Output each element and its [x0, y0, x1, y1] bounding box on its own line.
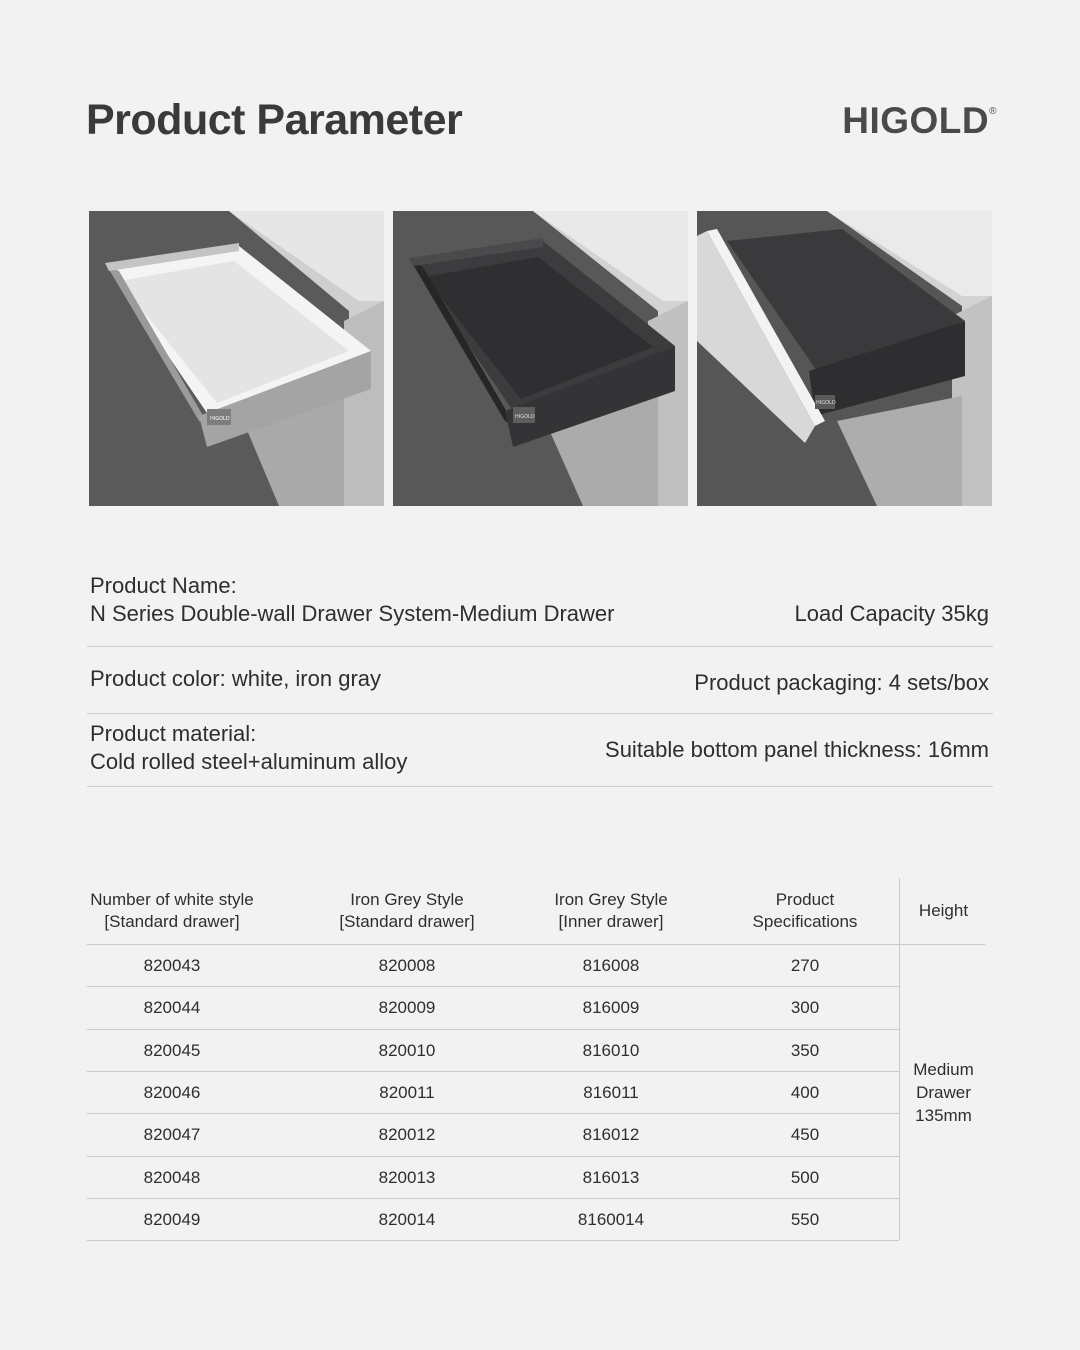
iron-grey-standard-number: 820010: [378, 1040, 436, 1060]
white-style-number: 820045: [143, 1040, 201, 1060]
specification-table: [87, 878, 987, 1229]
white-style-number: 820047: [143, 1125, 201, 1145]
product-name-label: Product Name:: [90, 573, 237, 598]
inner-drawer-front-label: HIGOLD: [816, 400, 836, 406]
specification-value: 300: [790, 998, 820, 1018]
white-style-number: 820044: [143, 998, 201, 1018]
header-white-style-line1: Number of white style: [90, 890, 254, 909]
height-value-line2: Drawer: [916, 1082, 971, 1102]
panel-thickness: Suitable bottom panel thickness: 16mm: [605, 737, 989, 762]
product-material-value: Cold rolled steel+aluminum alloy: [90, 749, 408, 774]
product-packaging: Product packaging: 4 sets/box: [694, 670, 989, 695]
iron-grey-inner-number: 816012: [582, 1125, 640, 1145]
white-drawer-front-label: HIGOLD: [210, 416, 230, 422]
product-name: [90, 572, 614, 628]
header-iron-grey-inner-line1: Iron Grey Style: [554, 890, 668, 909]
iron-grey-inner-drawer-photo: [697, 211, 992, 506]
white-style-number: 820043: [143, 956, 201, 975]
info-row-name: [87, 560, 993, 647]
table-row: [87, 987, 899, 1029]
product-info: [87, 560, 993, 787]
iron-grey-standard-number: 820014: [378, 1209, 436, 1229]
header-height: Height: [918, 901, 969, 920]
load-capacity: Load Capacity 35kg: [794, 601, 989, 626]
specification-value: 350: [790, 1040, 820, 1060]
iron-grey-inner-number: 816013: [582, 1167, 640, 1187]
table-row: [87, 945, 899, 987]
product-color: Product color: white, iron gray: [90, 666, 382, 691]
info-row-material: [87, 714, 993, 787]
height-value-line1: Medium: [913, 1059, 974, 1079]
white-style-number: 820049: [143, 1209, 201, 1229]
specification-value: 450: [790, 1125, 820, 1145]
header-iron-grey-standard-line1: Iron Grey Style: [350, 890, 464, 909]
iron-grey-standard-number: 820009: [378, 998, 436, 1018]
table-row: [87, 1030, 899, 1072]
header-iron-grey-standard-line2: [Standard drawer]: [339, 912, 475, 931]
height-value: [900, 944, 987, 1240]
page-title: Product Parameter: [86, 96, 463, 144]
white-style-number: 820048: [143, 1167, 201, 1187]
specification-value: 270: [790, 956, 820, 975]
info-row-color: [87, 647, 993, 714]
specification-value: 550: [790, 1209, 820, 1229]
header-iron-grey-inner: [517, 878, 705, 944]
iron-grey-drawer-photo: [393, 211, 688, 506]
iron-grey-standard-number: 820008: [378, 956, 436, 975]
table-row: [87, 1072, 899, 1114]
table-row: [87, 1157, 899, 1199]
brand-logo: [842, 100, 997, 142]
product-name-value: N Series Double-wall Drawer System-Medium Drawer: [90, 601, 615, 626]
row-divider: [87, 1240, 899, 1241]
table-row: [87, 1199, 899, 1241]
product-material: [90, 720, 407, 776]
iron-grey-inner-number: 816008: [582, 956, 640, 975]
registered-mark: ®: [989, 106, 997, 117]
height-value-line3: 135mm: [915, 1105, 972, 1125]
iron-grey-inner-number: 8160014: [577, 1209, 645, 1229]
header-iron-grey-standard: [309, 878, 505, 944]
white-drawer-photo: [89, 211, 384, 506]
iron-grey-drawer-front-label: HIGOLD: [515, 414, 535, 420]
header-white-style-line2: [Standard drawer]: [104, 912, 240, 931]
specification-value: 400: [790, 1082, 820, 1102]
iron-grey-inner-number: 816010: [582, 1040, 640, 1060]
header-specifications: [723, 878, 887, 944]
iron-grey-standard-number: 820012: [378, 1125, 436, 1145]
header-specifications-line2: Specifications: [752, 912, 858, 931]
iron-grey-inner-number: 816009: [582, 998, 640, 1018]
table-header: [87, 878, 987, 944]
specification-value: 500: [790, 1167, 820, 1187]
product-photos: [89, 211, 992, 506]
header-white-style: [87, 878, 257, 944]
header-iron-grey-inner-line2: [Inner drawer]: [558, 912, 664, 931]
header-specifications-line1: Product: [775, 890, 835, 909]
iron-grey-standard-number: 820013: [378, 1167, 436, 1187]
iron-grey-inner-number: 816011: [583, 1082, 639, 1102]
white-style-number: 820046: [143, 1082, 201, 1102]
iron-grey-standard-number: 820011: [379, 1082, 435, 1102]
brand-name: HIGOLD: [842, 100, 990, 141]
product-material-label: Product material:: [90, 721, 257, 746]
table-row: [87, 1114, 899, 1156]
